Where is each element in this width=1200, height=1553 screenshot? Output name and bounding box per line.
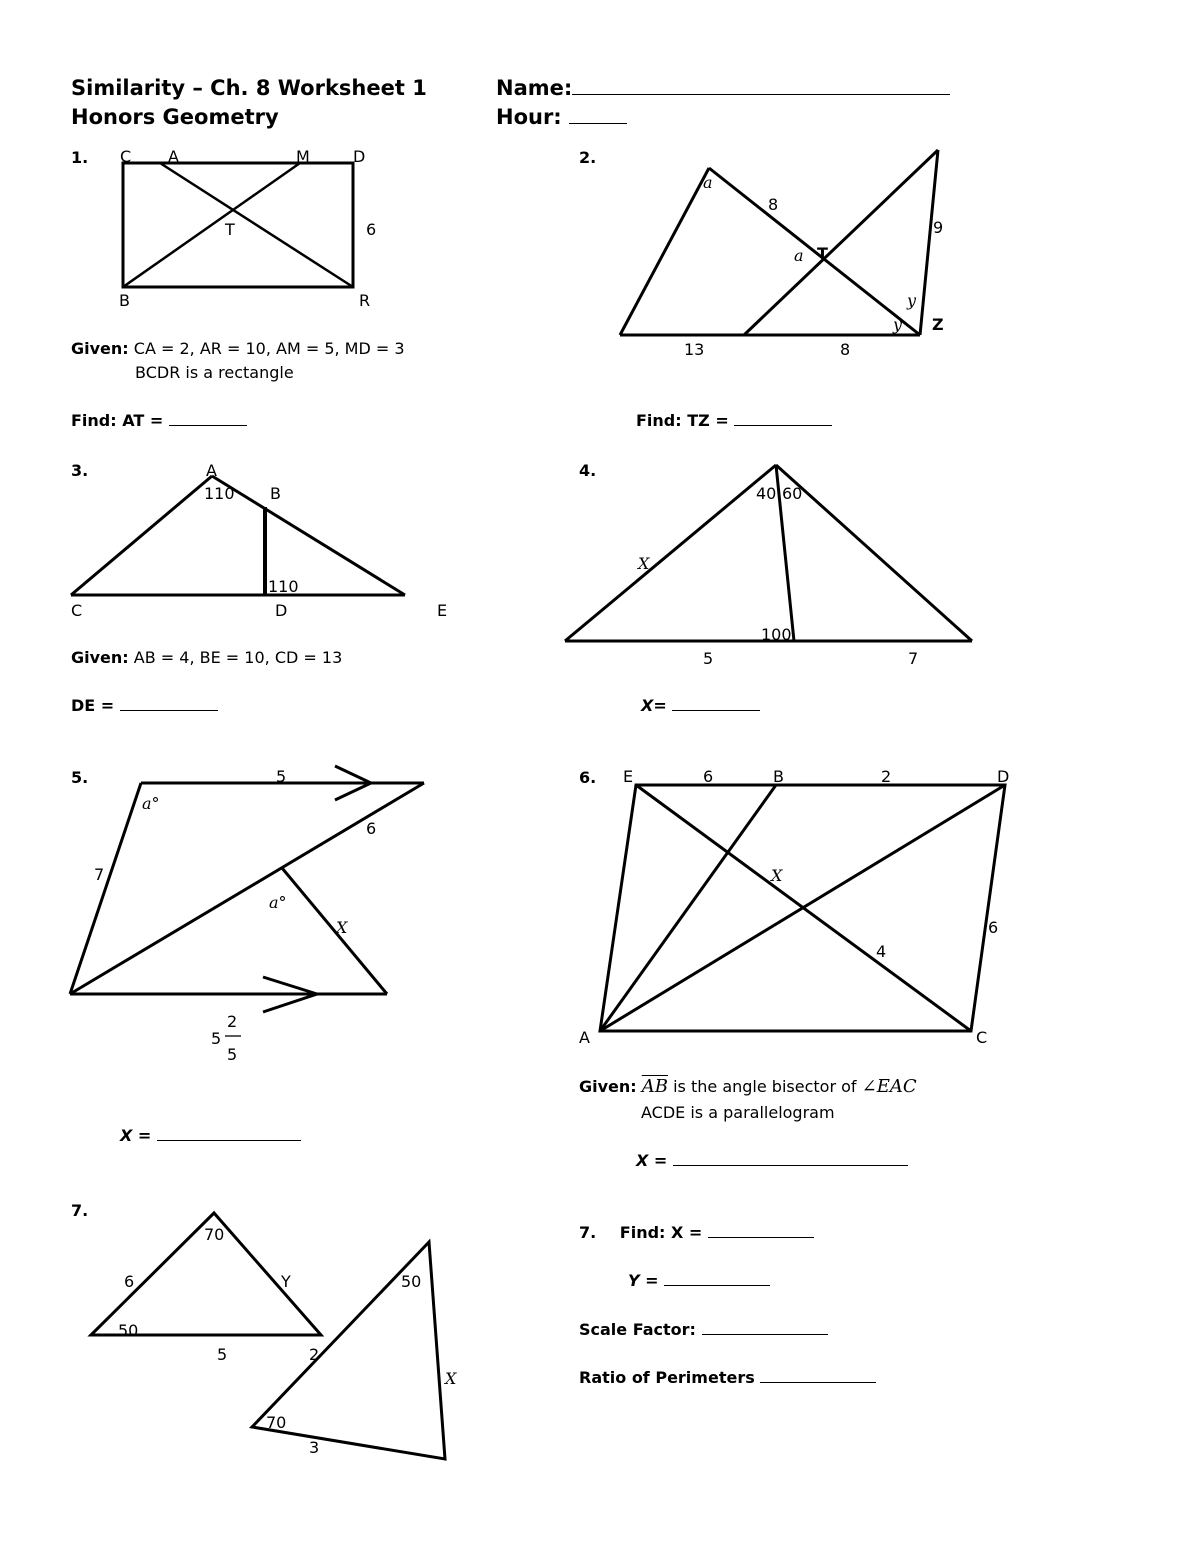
p7-scale-factor-label: Scale Factor: — [579, 1320, 696, 1339]
problem-5-figure — [70, 766, 424, 1012]
p6-given-label: Given: — [579, 1077, 637, 1096]
p7-label-x: X — [445, 1369, 457, 1388]
p6-label-e: E — [623, 767, 634, 786]
p1-label-r: R — [359, 291, 371, 310]
problem-7-number: 7. — [71, 1201, 89, 1220]
p1-label-b: B — [119, 291, 130, 310]
p6-label-a: A — [579, 1028, 590, 1047]
course-name: Honors Geometry — [71, 105, 279, 129]
p7-label-5: 5 — [217, 1345, 228, 1364]
p1-label-c: C — [120, 147, 132, 166]
p2-find-label: Find: TZ = — [636, 411, 729, 430]
p6-given-mid: is the angle bisector of — [673, 1077, 857, 1096]
p2-label-8b: 8 — [840, 340, 851, 359]
p4-find-label: X= — [641, 696, 667, 715]
p7-scale-factor — [579, 1320, 828, 1339]
p3-answer-blank[interactable] — [120, 696, 218, 711]
p7-ratio-blank[interactable] — [760, 1368, 876, 1383]
p6-find — [636, 1151, 908, 1170]
p6-label-4: 4 — [876, 942, 887, 961]
p1-given — [71, 339, 405, 358]
p6-segment-ab: $\overline{AB}$ — [641, 1076, 669, 1097]
p2-answer-blank[interactable] — [734, 411, 832, 426]
p2-label-9: 9 — [933, 218, 944, 237]
p5-label-6: 6 — [366, 819, 377, 838]
p3-label-d: D — [275, 601, 288, 620]
p7-label-50a: 50 — [118, 1321, 139, 1340]
p2-label-z: Z — [932, 315, 944, 334]
p1-given-line1: CA = 2, AR = 10, AM = 5, MD = 3 — [133, 339, 405, 358]
p7-label-6: 6 — [124, 1272, 135, 1291]
p4-label-60: 60 — [782, 484, 803, 503]
problem-3-number: 3. — [71, 461, 89, 480]
p1-find-label: Find: AT = — [71, 411, 164, 430]
p5-find-label: X = — [120, 1126, 152, 1145]
p3-given-label: Given: — [71, 648, 129, 667]
p2-label-y2: y — [893, 315, 903, 334]
problem-6-figure — [600, 785, 1005, 1031]
problem-2-figure — [620, 150, 938, 335]
p2-label-a1: a — [703, 173, 713, 192]
p1-label-m: M — [296, 147, 310, 166]
p4-label-5: 5 — [703, 649, 714, 668]
problem-6-number: 6. — [579, 768, 597, 787]
p3-find-label: DE = — [71, 696, 115, 715]
p6-label-6side: 6 — [988, 918, 999, 937]
hour-label: Hour: — [496, 105, 562, 129]
p2-label-13: 13 — [684, 340, 705, 359]
p5-label-x: X — [336, 918, 348, 937]
p2-label-t: T — [817, 244, 828, 263]
p5-mixed-numerator: 2 — [227, 1012, 238, 1031]
problem-1-number: 1. — [71, 148, 89, 167]
problem-2-number: 2. — [579, 148, 597, 167]
p5-label-5: 5 — [276, 767, 287, 786]
p3-label-a: A — [206, 461, 217, 480]
p4-label-100: 100 — [761, 625, 792, 644]
problem-3-figure — [71, 476, 405, 595]
p1-label-t: T — [225, 220, 235, 239]
p7-label-70a: 70 — [204, 1225, 225, 1244]
problem-5-number: 5. — [71, 768, 89, 787]
p4-find — [641, 696, 760, 715]
p7-x-answer-blank[interactable] — [708, 1223, 814, 1238]
p6-answer-blank[interactable] — [673, 1151, 908, 1166]
p1-given-label: Given: — [71, 339, 129, 358]
p5-label-a2: a° — [269, 893, 287, 912]
p5-label-a1: a° — [142, 794, 160, 813]
p3-label-110a: 110 — [204, 484, 235, 503]
p1-label-d: D — [353, 147, 366, 166]
p7-label-y: Y — [281, 1272, 291, 1291]
p1-label-side: 6 — [366, 220, 377, 239]
p6-find-label: X = — [636, 1151, 668, 1170]
p6-angle-eac: ∠EAC — [861, 1076, 917, 1097]
p7-label-3: 3 — [309, 1438, 320, 1457]
p3-find — [71, 696, 218, 715]
p6-given-line2: ACDE is a parallelogram — [641, 1103, 835, 1122]
p3-label-110b: 110 — [268, 577, 299, 596]
p7-find-number: 7. — [579, 1223, 597, 1242]
p6-label-6top: 6 — [703, 767, 714, 786]
p2-label-a2: a — [794, 246, 804, 265]
p1-given-line2: BCDR is a rectangle — [135, 363, 294, 382]
p7-scale-factor-blank[interactable] — [702, 1320, 828, 1335]
p5-find — [120, 1126, 301, 1145]
p3-given — [71, 648, 342, 667]
p3-given-values: AB = 4, BE = 10, CD = 13 — [133, 648, 343, 667]
p7-ratio-label: Ratio of Perimeters — [579, 1368, 755, 1387]
p4-label-40: 40 — [756, 484, 777, 503]
p3-label-b: B — [270, 484, 281, 503]
p4-label-7: 7 — [908, 649, 919, 668]
p7-ratio-perimeters — [579, 1368, 876, 1387]
p7-find-y — [628, 1271, 770, 1290]
p6-label-c: C — [976, 1028, 988, 1047]
p6-given — [579, 1076, 917, 1097]
p7-find-y-label: Y = — [628, 1271, 659, 1290]
p3-label-c: C — [71, 601, 83, 620]
p5-mixed-whole: 5 — [211, 1029, 222, 1048]
p4-answer-blank[interactable] — [672, 696, 760, 711]
problem-1-figure — [123, 163, 353, 287]
problem-4-number: 4. — [579, 461, 597, 480]
p7-find-x-label: Find: X = — [619, 1223, 703, 1242]
worksheet-title: Similarity – Ch. 8 Worksheet 1 — [71, 76, 427, 100]
p5-label-7: 7 — [94, 865, 105, 884]
p1-find — [71, 411, 247, 430]
p2-label-y1: y — [907, 291, 917, 310]
p1-answer-blank[interactable] — [169, 411, 247, 426]
p5-answer-blank[interactable] — [157, 1126, 301, 1141]
p7-label-2: 2 — [309, 1345, 320, 1364]
name-label: Name: — [496, 76, 573, 100]
p3-label-e: E — [437, 601, 448, 620]
p7-label-70b: 70 — [266, 1413, 287, 1432]
p6-label-d: D — [997, 767, 1010, 786]
p2-label-8a: 8 — [768, 195, 779, 214]
p4-label-x: X — [638, 554, 650, 573]
p2-find — [636, 411, 832, 430]
p7-y-answer-blank[interactable] — [664, 1271, 770, 1286]
p5-mixed-denominator: 5 — [227, 1045, 238, 1064]
p7-find-x — [579, 1223, 814, 1242]
p6-label-b: B — [773, 767, 784, 786]
p6-label-2: 2 — [881, 767, 892, 786]
p1-label-a: A — [168, 147, 179, 166]
p6-label-x: X — [771, 866, 783, 885]
p7-label-50b: 50 — [401, 1272, 422, 1291]
